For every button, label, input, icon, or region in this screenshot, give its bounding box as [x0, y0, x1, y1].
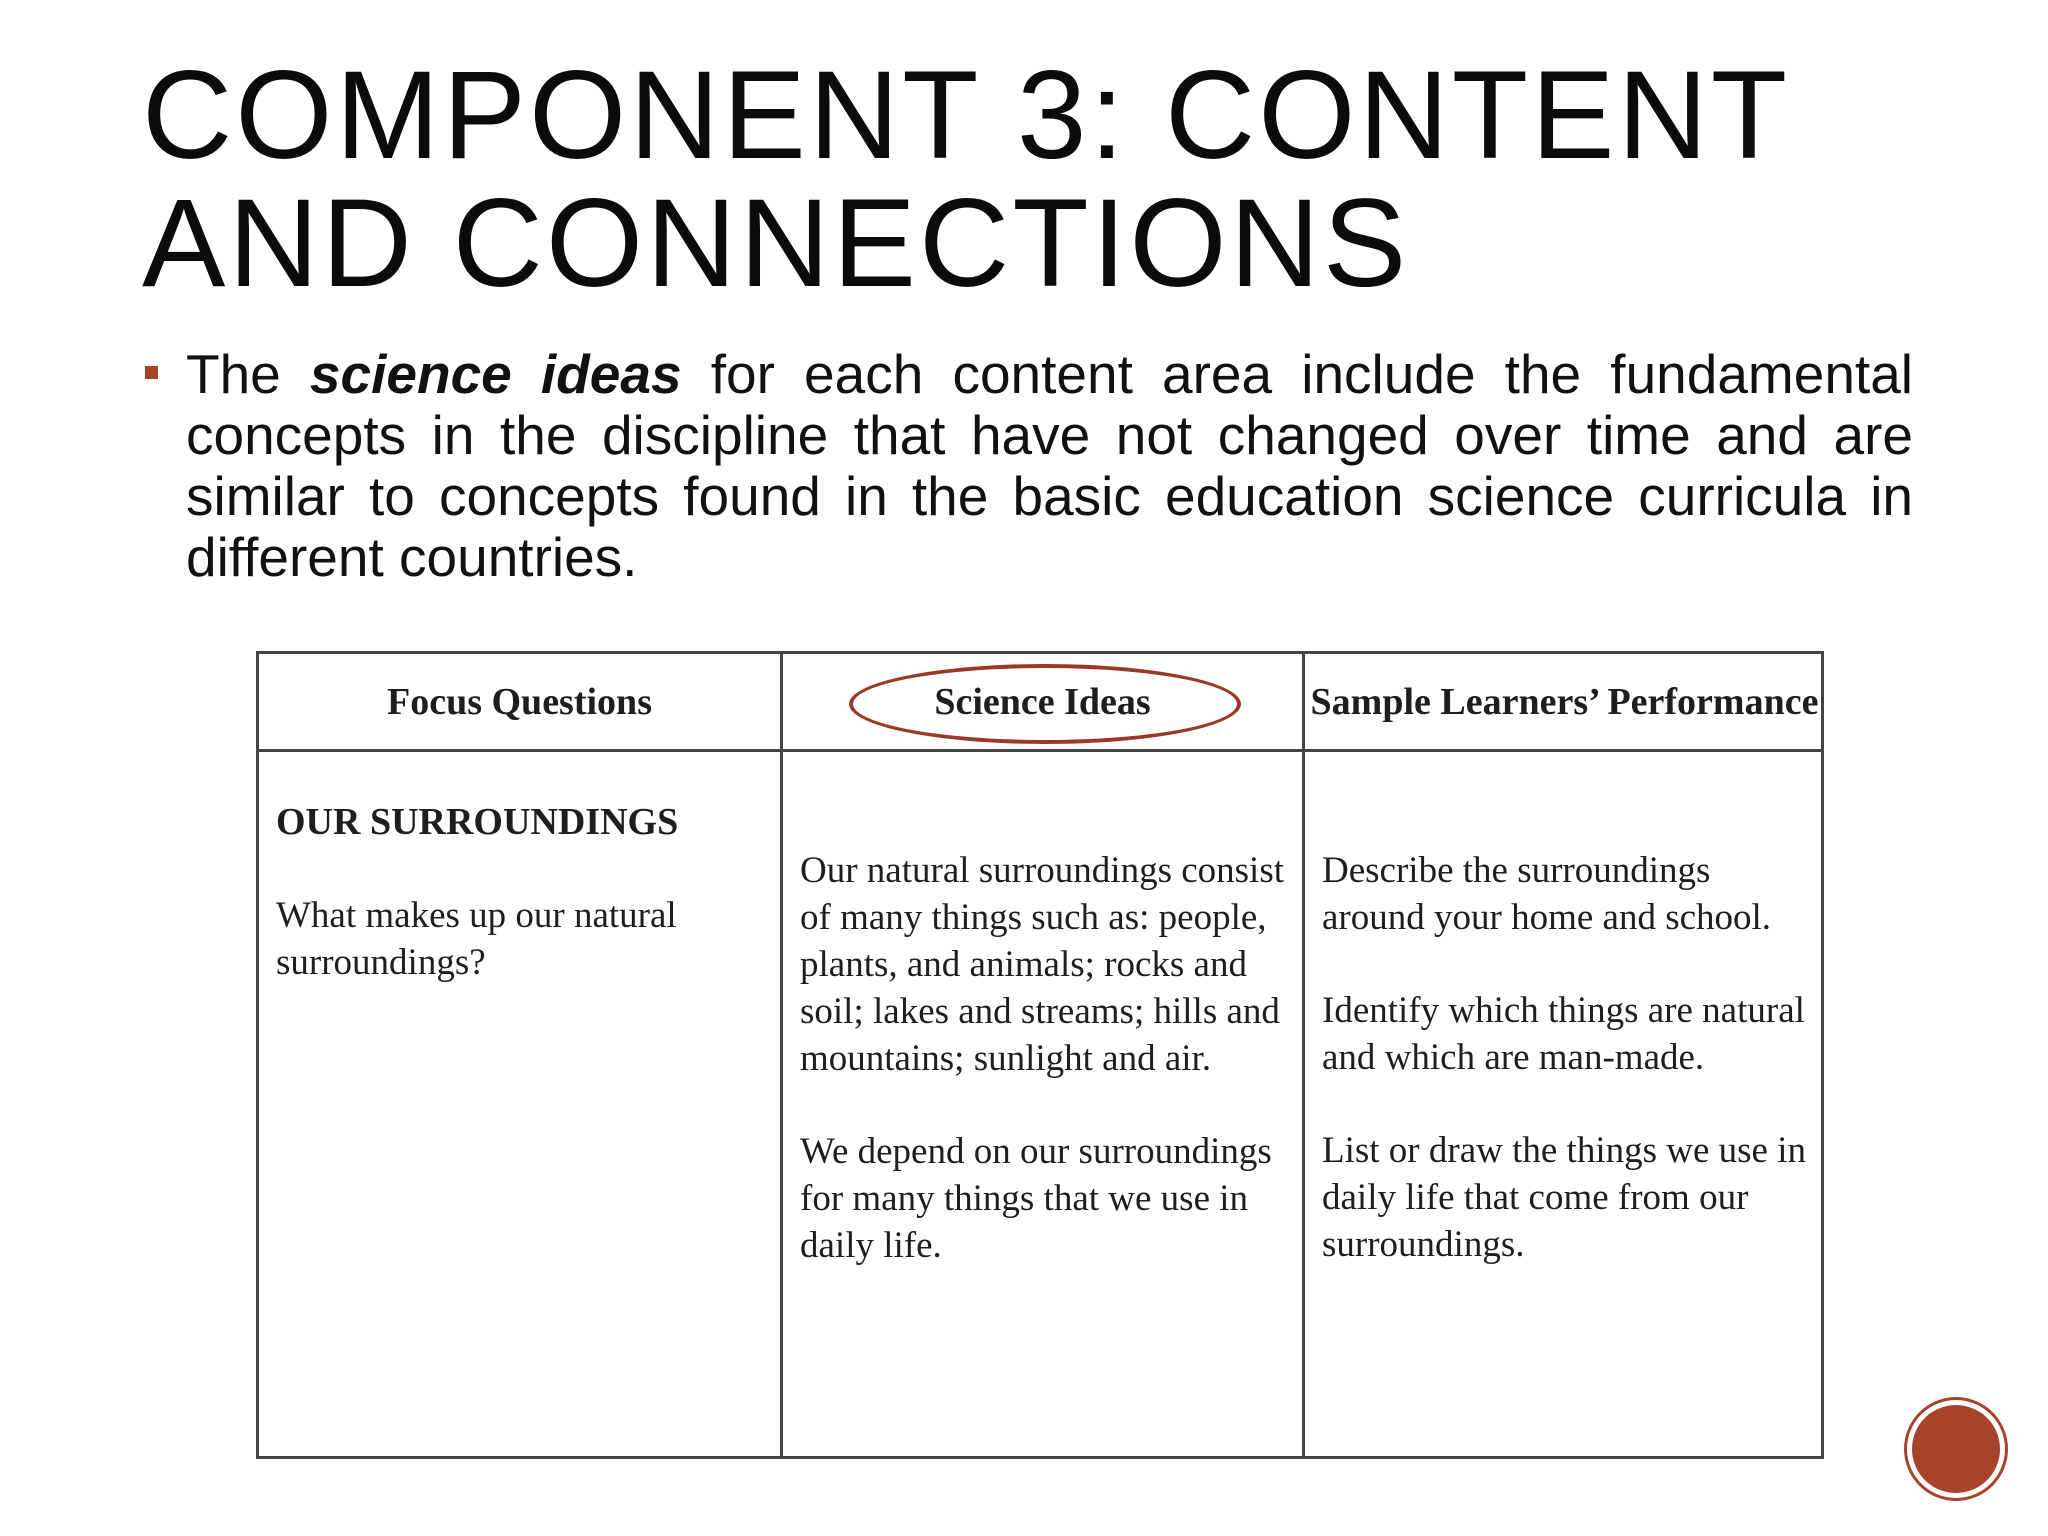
focus-questions-cell [276, 799, 766, 1032]
slide-title [142, 46, 1902, 313]
header-learners-performance: Sample Learners’ Performance [1310, 680, 1819, 723]
header-focus-questions: Focus Questions [387, 680, 652, 723]
bullet-emphasis: science ideas [309, 343, 682, 405]
science-idea-1: Our natural surroundings consist of many things such as: people, plants, and animals; rocks and soil; lakes and streams; hills and mountains; sunlight and air. [800, 850, 1285, 1079]
bullet-text [186, 344, 1913, 588]
focus-question: What makes up our natural surroundings? [276, 895, 677, 983]
square-bullet-icon [145, 366, 158, 379]
bullet-text-start: The [186, 343, 310, 405]
title-line-1: COMPONENT 3: CONTENT [142, 46, 1791, 185]
performance-2: Identify which things are natural and which are man-made. [1322, 990, 1805, 1078]
bullet-text-rest: for each content area include the fundamental concepts in the discipline that have not changed over time and are similar to concepts found in the basic education science curricula in different countries. [186, 343, 1913, 588]
highlight-circle [849, 664, 1241, 744]
curriculum-table [256, 651, 1824, 1459]
slide-nav-circle-button[interactable] [1912, 1405, 2000, 1493]
bullet-point [145, 344, 1913, 588]
performance-1: Describe the surroundings around your home and school. [1322, 850, 1772, 938]
column-divider-1 [780, 654, 783, 1456]
header-science-ideas: Science Ideas [934, 680, 1151, 723]
header-divider [259, 749, 1821, 752]
science-idea-2: We depend on our surroundings for many things that we use in daily life. [800, 1131, 1272, 1266]
science-ideas-cell [800, 847, 1290, 1315]
column-divider-2 [1302, 654, 1305, 1456]
performance-cell [1322, 847, 1817, 1314]
performance-3: List or draw the things we use in daily life that come from our surroundings. [1322, 1130, 1806, 1265]
section-heading: OUR SURROUNDINGS [276, 801, 679, 843]
title-line-2: AND CONNECTIONS [142, 174, 1410, 313]
